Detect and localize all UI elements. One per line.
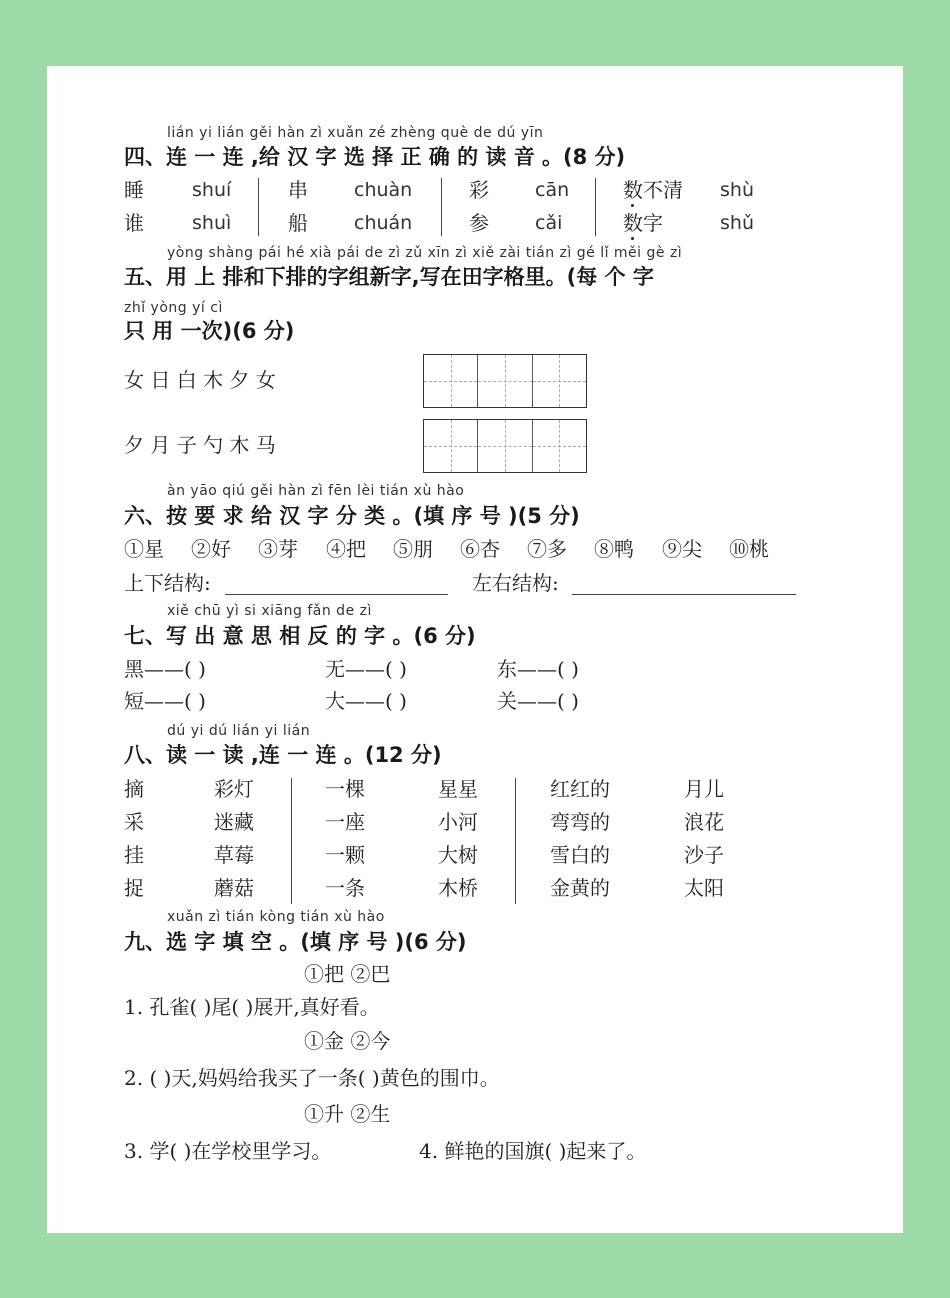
s9-opt2: ①金 ②今 xyxy=(304,1029,391,1053)
s4-r1-c1: 睡 xyxy=(124,178,144,202)
tianzige-grid[interactable] xyxy=(423,354,587,408)
s6-item: ②好 xyxy=(191,537,231,561)
s6-label2: 左右结构: xyxy=(472,571,559,595)
answer-line-1[interactable] xyxy=(225,594,448,595)
s9-opt3: ①升 ②生 xyxy=(304,1102,391,1126)
s8-r4-c6: 太阳 xyxy=(684,876,724,900)
s4-pinyin: lián yi lián gěi hàn zì xuǎn zé zhèng què de dú yīn xyxy=(167,125,544,141)
s6-pinyin: àn yāo qiú gěi hàn zì fēn lèi tián xù hào xyxy=(167,483,465,499)
s4-r2-c5: 参 xyxy=(469,211,489,235)
s9-q3: 3. 学( )在学校里学习。 xyxy=(124,1139,332,1163)
s7-r1-c2: 无——( ) xyxy=(325,657,407,681)
s8-r1-c6: 月儿 xyxy=(684,777,724,801)
s4-r1-c5: 彩 xyxy=(469,178,489,202)
s6-title: 六、按 要 求 给 汉 字 分 类 。(填 序 号 )(5 分) xyxy=(124,504,580,528)
column-divider xyxy=(515,778,516,904)
s6-item: ④把 xyxy=(326,537,366,561)
s8-r1-c3: 一棵 xyxy=(325,777,365,801)
s4-r2-c7: 数字 xyxy=(623,211,663,235)
s4-r2-c4: chuán xyxy=(354,212,413,234)
s8-r4-c4: 木桥 xyxy=(438,876,478,900)
s5-pinyin: yòng shàng pái hé xià pái de zì zǔ xīn zì xiě zài tián zì gé lǐ měi gè zì xyxy=(167,245,683,261)
s6-item: ⑥杏 xyxy=(460,537,500,561)
s8-r4-c5: 金黄的 xyxy=(550,876,610,900)
s8-r4-c1: 捉 xyxy=(124,876,144,900)
s9-title: 九、选 字 填 空 。(填 序 号 )(6 分) xyxy=(124,930,467,954)
column-divider xyxy=(441,178,442,236)
tianzige-grid[interactable] xyxy=(423,419,587,473)
s6-item: ⑤朋 xyxy=(393,537,433,561)
s7-r2-c1: 短——( ) xyxy=(124,689,206,713)
answer-line-2[interactable] xyxy=(572,594,796,595)
s8-r4-c2: 蘑菇 xyxy=(214,876,254,900)
s4-r2-c2: shuì xyxy=(192,212,232,234)
s6-item: ①星 xyxy=(124,537,164,561)
s4-r1-c3: 串 xyxy=(288,178,308,202)
s7-pinyin: xiě chū yì si xiāng fǎn de zì xyxy=(167,603,372,619)
column-divider xyxy=(258,178,259,236)
s6-item: ③芽 xyxy=(258,537,298,561)
s5-title2: 只 用 一次)(6 分) xyxy=(124,319,295,343)
s7-title: 七、写 出 意 思 相 反 的 字 。(6 分) xyxy=(124,624,476,648)
s5-row2: 夕 月 子 勺 木 马 xyxy=(124,433,276,457)
s4-r1-c6: cān xyxy=(535,179,570,201)
s8-r2-c4: 小河 xyxy=(438,810,478,834)
s7-r1-c3: 东——( ) xyxy=(497,657,579,681)
s8-r2-c6: 浪花 xyxy=(684,810,724,834)
s9-q2: 2. ( )天,妈妈给我买了一条( )黄色的围巾。 xyxy=(124,1066,500,1090)
s8-r1-c1: 摘 xyxy=(124,777,144,801)
s8-r3-c3: 一颗 xyxy=(325,843,365,867)
s4-r1-c7: 数不清 xyxy=(623,178,683,202)
s9-opt1: ①把 ②巴 xyxy=(304,962,391,986)
s8-pinyin: dú yi dú lián yi lián xyxy=(167,723,311,739)
s8-r1-c4: 星星 xyxy=(438,777,478,801)
s4-r1-c2: shuí xyxy=(192,179,232,201)
s8-r2-c5: 弯弯的 xyxy=(550,810,610,834)
s8-r3-c2: 草莓 xyxy=(214,843,254,867)
s8-r1-c2: 彩灯 xyxy=(214,777,254,801)
emphasis-dot xyxy=(631,204,634,207)
s4-title: 四、连 一 连 ,给 汉 字 选 择 正 确 的 读 音 。(8 分) xyxy=(124,145,626,169)
s9-pinyin: xuǎn zì tián kòng tián xù hào xyxy=(167,909,385,925)
s7-r2-c2: 大——( ) xyxy=(325,689,407,713)
s8-r3-c6: 沙子 xyxy=(684,843,724,867)
s8-r1-c5: 红红的 xyxy=(550,777,610,801)
s5-title: 五、用 上 排和下排的字组新字,写在田字格里。(每 个 字 xyxy=(124,265,654,289)
s8-r2-c1: 采 xyxy=(124,810,144,834)
s8-r3-c4: 大树 xyxy=(438,843,478,867)
s4-r2-c8: shǔ xyxy=(720,212,754,234)
s4-r2-c6: cǎi xyxy=(535,212,563,234)
s6-item: ⑨尖 xyxy=(662,537,702,561)
s5-pinyin2: zhǐ yòng yí cì xyxy=(124,300,223,316)
s9-q4: 4. 鲜艳的国旗( )起来了。 xyxy=(419,1139,647,1163)
s4-r1-c8: shù xyxy=(720,179,754,201)
column-divider xyxy=(595,178,596,236)
s6-item: ⑦多 xyxy=(527,537,567,561)
s8-r3-c1: 挂 xyxy=(124,843,144,867)
s4-r1-c4: chuàn xyxy=(354,179,413,201)
s6-item: ⑩桃 xyxy=(729,537,769,561)
s4-r2-c3: 船 xyxy=(288,211,308,235)
s4-r2-c1: 谁 xyxy=(124,211,144,235)
s6-label1: 上下结构: xyxy=(124,571,211,595)
s8-title: 八、读 一 读 ,连 一 连 。(12 分) xyxy=(124,743,442,767)
s6-item: ⑧鸭 xyxy=(594,537,634,561)
s8-r2-c2: 迷藏 xyxy=(214,810,254,834)
s7-r1-c1: 黑——( ) xyxy=(124,657,206,681)
emphasis-dot xyxy=(631,237,634,240)
s7-r2-c3: 关——( ) xyxy=(497,689,579,713)
s9-q1: 1. 孔雀( )尾( )展开,真好看。 xyxy=(124,995,380,1019)
s8-r2-c3: 一座 xyxy=(325,810,365,834)
s8-r4-c3: 一条 xyxy=(325,876,365,900)
s8-r3-c5: 雪白的 xyxy=(550,843,610,867)
column-divider xyxy=(291,778,292,904)
worksheet-page xyxy=(47,66,903,1233)
s5-row1: 女 日 白 木 夕 女 xyxy=(124,368,276,392)
